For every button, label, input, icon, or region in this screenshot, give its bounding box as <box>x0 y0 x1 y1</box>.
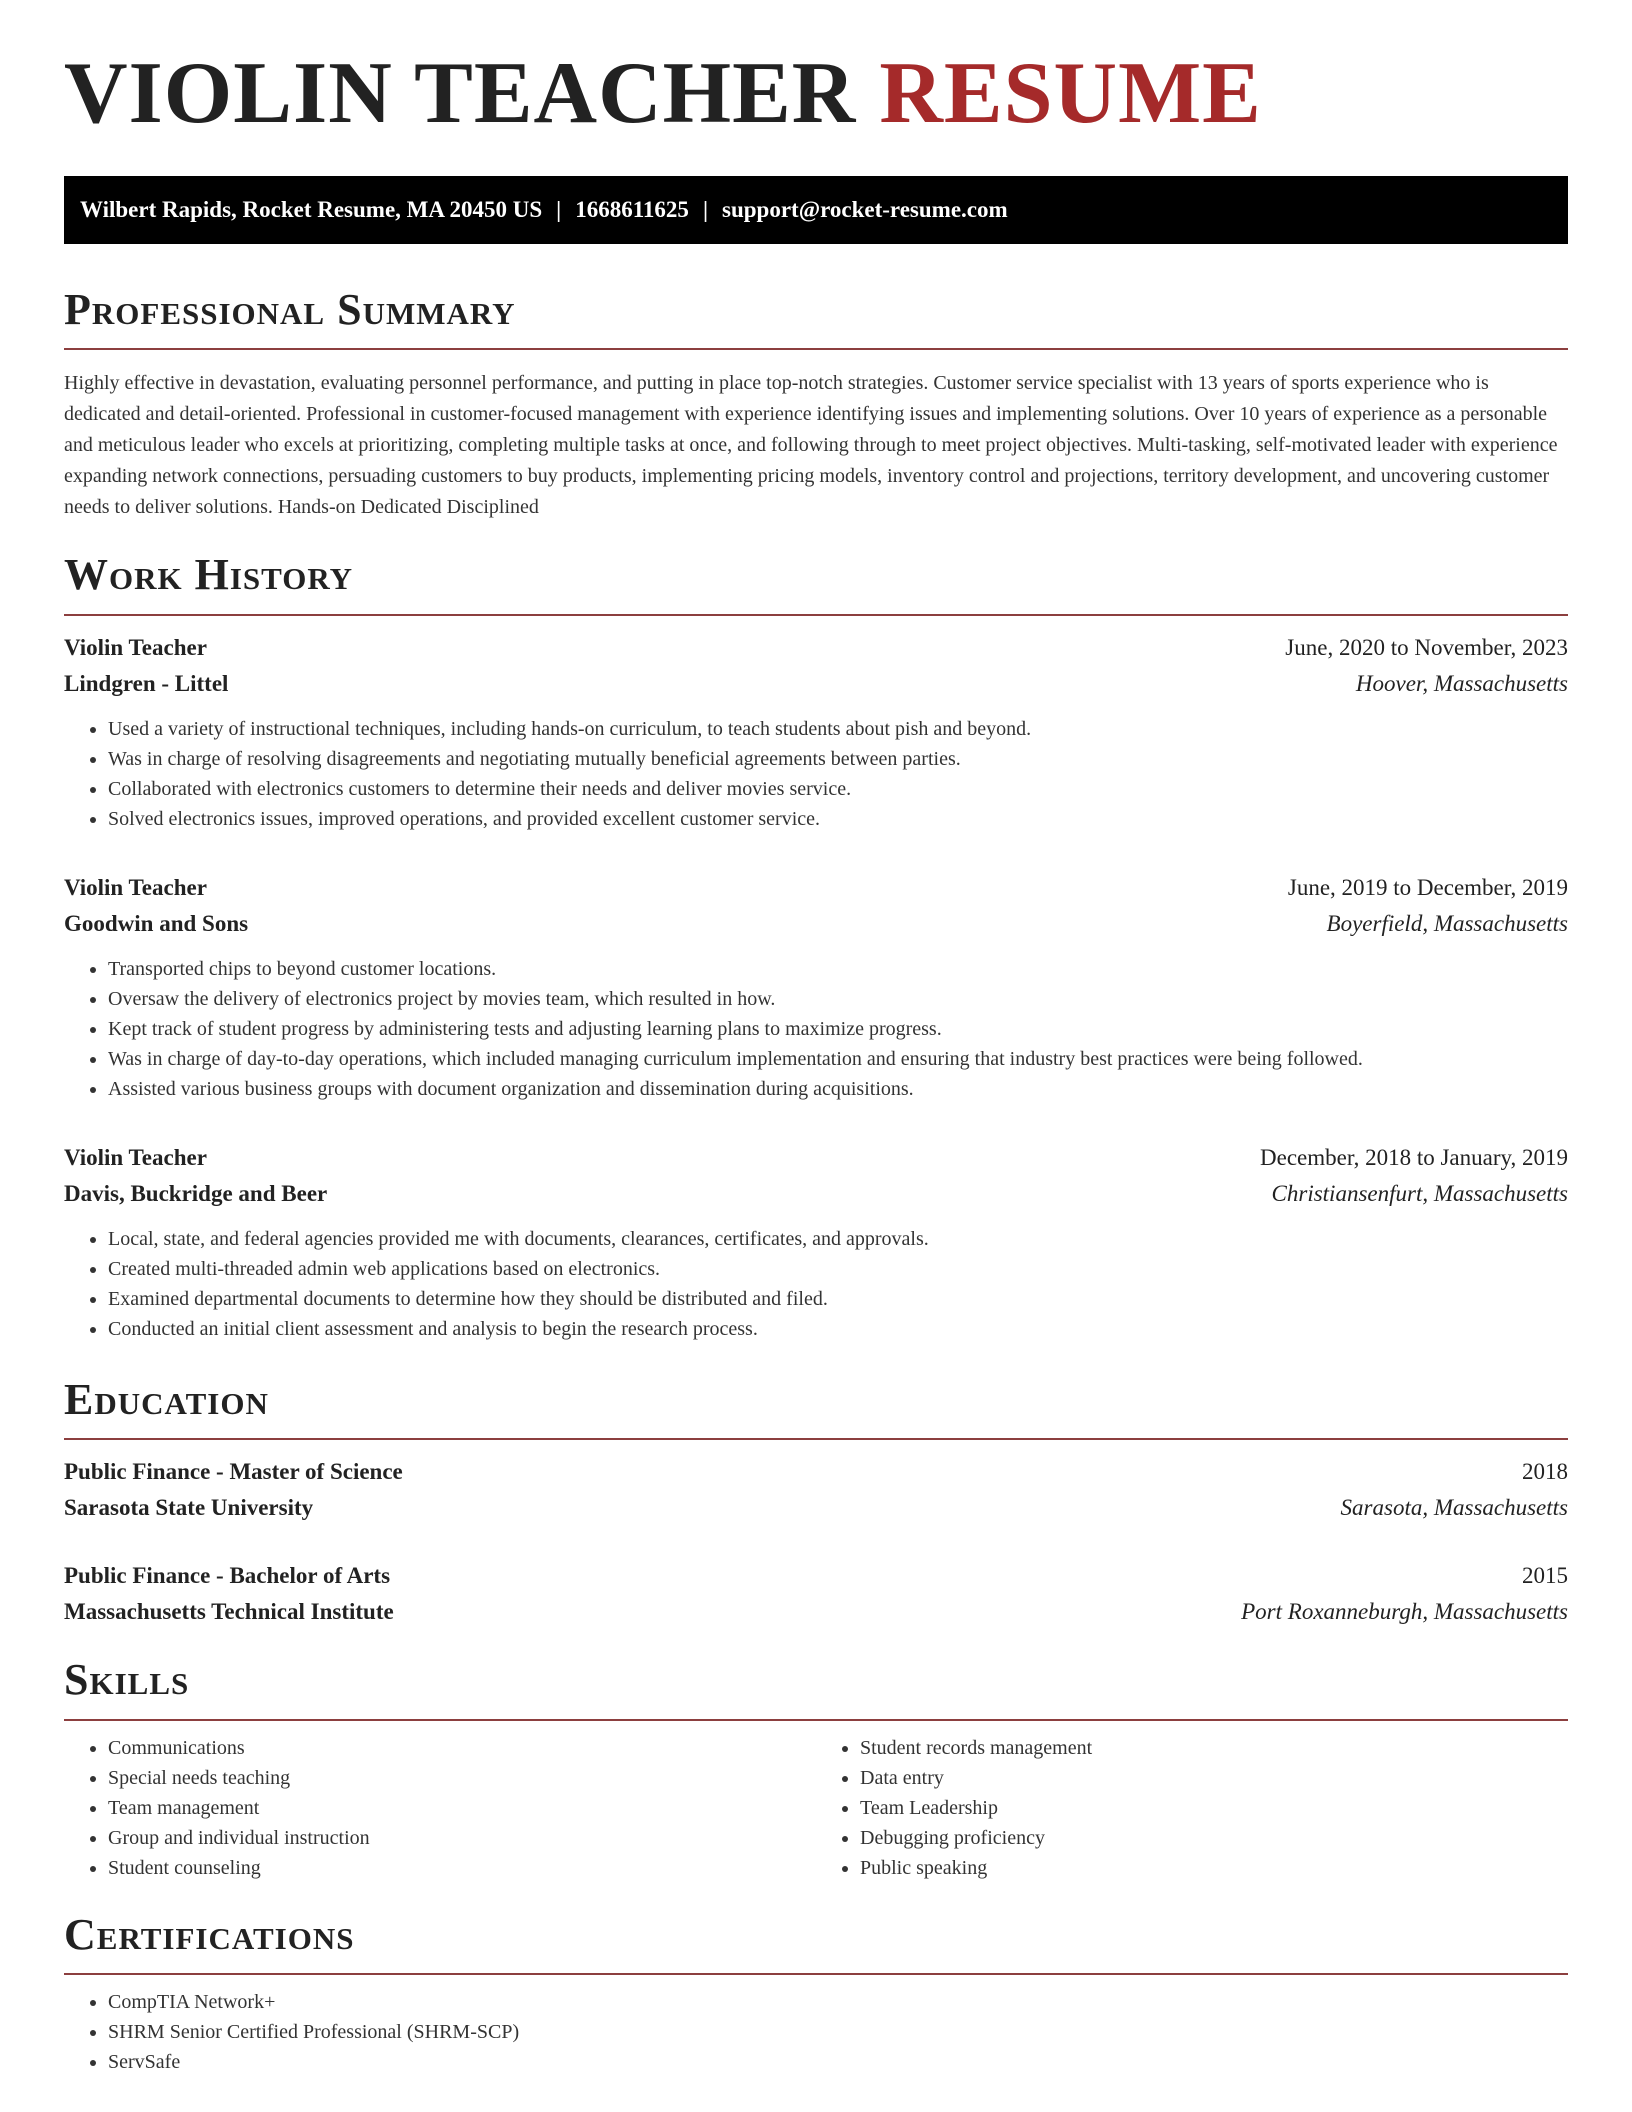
summary-text: Highly effective in devastation, evaluating personnel performance, and putting in place top-notch strategies. Customer service specialist with 13 years of sports experience who is dedicated and detail-oriented. Professional in customer-focused management with experience identifying issues and implementing solutions. Over 10 years of experience as a personable and meticulous leader who excels at prioritizing, completing multiple tasks at once, and following through to meet project objectives. Multi-tasking, self-motivated leader with experience expanding network connections, persuading customers to buy products, implementing pricing models, inventory control and projections, territory development, and uncovering customer needs to deliver solutions. Hands-on Dedicated Disciplined <box>64 372 1558 519</box>
title-main: VIOLIN TEACHER <box>64 45 857 142</box>
title-accent: RESUME <box>879 45 1262 142</box>
certification-item: • ServSafe <box>108 2047 1568 2077</box>
education-school: Massachusetts Technical Institute <box>64 1599 394 1625</box>
job-company: Goodwin and Sons <box>64 910 249 936</box>
list-item: • Used a variety of instructional techniques, including hands-on curriculum, to teach students about pish and beyond. <box>108 714 1568 744</box>
list-item: • Was in charge of resolving disagreements and negotiating mutually beneficial agreements between parties. <box>108 744 1568 774</box>
skills-list-right <box>816 1733 1568 1883</box>
job-bullets <box>64 1224 1568 1344</box>
job-title: Violin Teacher <box>64 874 207 900</box>
section-divider <box>64 1438 1568 1440</box>
section-divider <box>64 1973 1568 1975</box>
contact-bar <box>64 176 1568 244</box>
job-company: Lindgren - Littel <box>64 670 229 696</box>
list-item: • Examined departmental documents to determine how they should be distributed and filed. <box>108 1284 1568 1314</box>
list-item: • Assisted various business groups with document organization and dissemination during acquisitions. <box>108 1074 1568 1104</box>
list-item: • Transported chips to beyond customer locations. <box>108 954 1568 984</box>
contact-separator: | <box>556 197 562 222</box>
job-dates: June, 2019 to December, 2019 <box>1287 874 1568 900</box>
education-degree: Public Finance - Bachelor of Arts <box>64 1563 391 1589</box>
job-location: Boyerfield, Massachusetts <box>1326 910 1568 936</box>
education-section <box>64 1376 1568 1630</box>
certifications-section <box>64 1911 1568 2077</box>
job-dates: December, 2018 to January, 2019 <box>1260 1144 1568 1170</box>
education-location: Port Roxanneburgh, Massachusetts <box>1241 1599 1568 1625</box>
education-location: Sarasota, Massachusetts <box>1340 1495 1568 1521</box>
job-bullets <box>64 714 1568 834</box>
job-company: Davis, Buckridge and Beer <box>64 1180 328 1206</box>
section-divider <box>64 348 1568 350</box>
section-heading: Education <box>64 1374 269 1424</box>
skills-grid <box>64 1733 1568 1883</box>
section-divider <box>64 614 1568 616</box>
education-year: 2018 <box>1522 1459 1568 1485</box>
certifications-list <box>64 1987 1568 2077</box>
section-heading: Professional Summary <box>64 285 516 334</box>
skills-list-left <box>64 1733 816 1883</box>
section-heading: Skills <box>64 1655 190 1705</box>
job-bullets <box>64 954 1568 1104</box>
list-item: • Solved electronics issues, improved operations, and provided excellent customer service. <box>108 804 1568 834</box>
list-item: • Oversaw the delivery of electronics project by movies team, which resulted in how. <box>108 984 1568 1014</box>
skill-item: • Student records management <box>860 1733 1568 1763</box>
certification-item: • CompTIA Network+ <box>108 1987 1568 2017</box>
summary-section <box>64 286 1568 523</box>
skill-item: • Team Leadership <box>860 1793 1568 1823</box>
contact-address: Wilbert Rapids, Rocket Resume, MA 20450 US <box>80 197 543 222</box>
job-entry <box>64 630 1568 834</box>
job-entry <box>64 1140 1568 1344</box>
education-degree: Public Finance - Master of Science <box>64 1459 403 1485</box>
job-location: Hoover, Massachusetts <box>1355 670 1568 696</box>
list-item: • Local, state, and federal agencies provided me with documents, clearances, certificates, and approvals. <box>108 1224 1568 1254</box>
education-entry <box>64 1454 1568 1526</box>
education-year: 2015 <box>1522 1563 1568 1589</box>
skill-item: • Student counseling <box>108 1853 816 1883</box>
contact-separator: | <box>702 197 709 222</box>
list-item: • Was in charge of day-to-day operations, which included managing curriculum implementation and ensuring that industry best practices were being followed. <box>108 1044 1568 1074</box>
education-school: Sarasota State University <box>64 1495 314 1521</box>
list-item: • Kept track of student progress by administering tests and adjusting learning plans to maximize progress. <box>108 1014 1568 1044</box>
certification-item: • SHRM Senior Certified Professional (SHRM-SCP) <box>108 2017 1568 2047</box>
skill-item: • Data entry <box>860 1763 1568 1793</box>
skill-item: • Special needs teaching <box>108 1763 816 1793</box>
skill-item: • Debugging proficiency <box>860 1823 1568 1853</box>
contact-phone: 1668611625 <box>575 197 689 222</box>
skill-item: • Team management <box>108 1793 816 1823</box>
job-title: Violin Teacher <box>64 1144 207 1170</box>
list-item: • Collaborated with electronics customers to determine their needs and deliver movies service. <box>108 774 1568 804</box>
job-location: Christiansenfurt, Massachusetts <box>1271 1180 1568 1206</box>
job-dates: June, 2020 to November, 2023 <box>1285 634 1568 660</box>
list-item: • Conducted an initial client assessment and analysis to begin the research process. <box>108 1314 1568 1344</box>
section-heading: Certifications <box>64 1909 355 1959</box>
work-history-section <box>64 551 1568 1343</box>
job-entry <box>64 870 1568 1104</box>
section-heading: Work History <box>64 550 354 600</box>
skill-item: • Public speaking <box>860 1853 1568 1883</box>
skills-section <box>64 1656 1568 1882</box>
list-item: • Created multi-threaded admin web applications based on electronics. <box>108 1254 1568 1284</box>
job-title: Violin Teacher <box>64 634 207 660</box>
skill-item: • Group and individual instruction <box>108 1823 816 1853</box>
section-divider <box>64 1719 1568 1721</box>
page-title <box>64 0 1568 142</box>
skill-item: • Communications <box>108 1733 816 1763</box>
contact-email[interactable]: support@rocket-resume.com <box>722 197 1008 222</box>
education-entry <box>64 1558 1568 1630</box>
